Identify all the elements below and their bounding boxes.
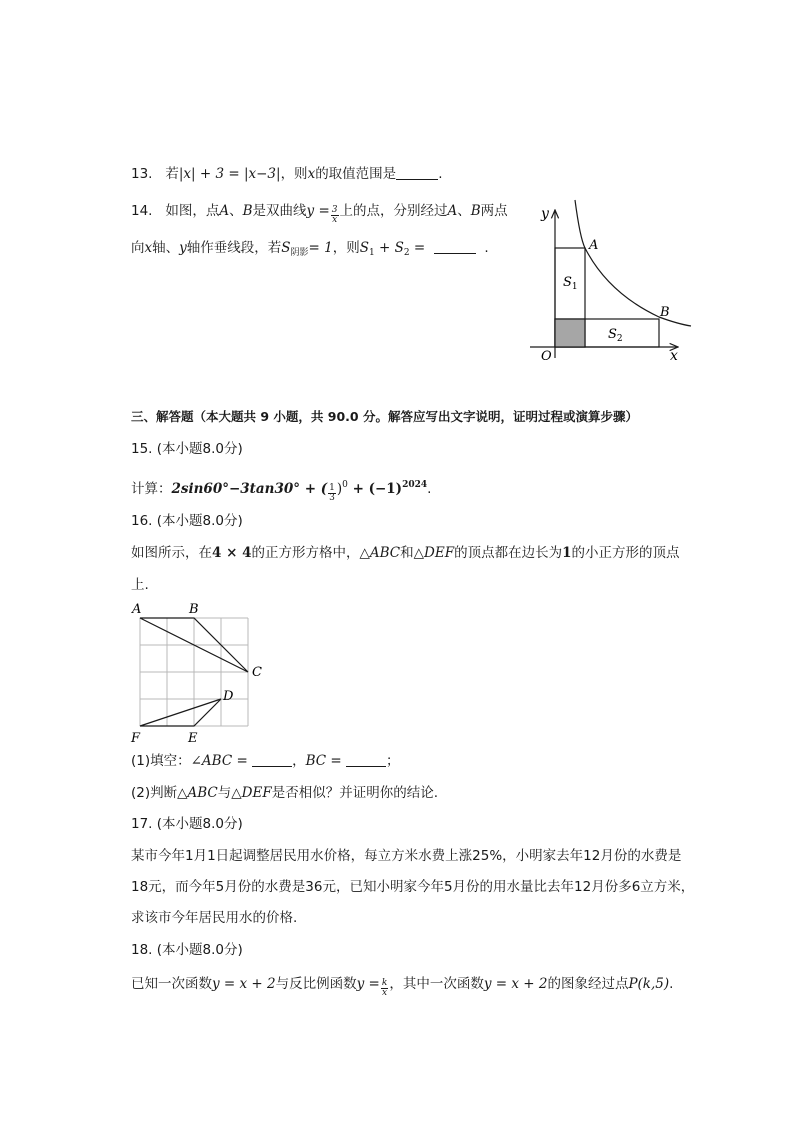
q14-plus: + [379,240,391,256]
q13-prefix: 若 [165,166,179,182]
q18-end: . [669,976,674,992]
q15-expr1: 2sin60°−3tan30° + ( [171,481,328,497]
q14-point-a: A [447,203,458,219]
fig-y-label: y [541,206,549,222]
q16-text: 是否相似？并证明你的结论. [271,785,438,801]
q18-linear-fn: y = x + 2 [212,976,276,992]
q13-middle: ，则 [280,166,308,182]
q16-text: 的顶点都在边长为 [454,545,563,561]
q16-text: (2)判断 [131,785,178,801]
q16-grid-size: 4 × 4 [212,545,252,561]
fig-o-label: O [541,349,552,364]
q14-answer-blank[interactable] [434,239,476,254]
q17-line1: 某市今年1月1日起调整居民用水价格，每立方米水费上涨25%，小明家去年12月份的水费是 [131,848,682,864]
q14-text: 轴作垂线段，若 [186,240,282,256]
q16-text: 的小正方形的顶点 [571,545,680,561]
q13-suffix: 的取值范围是 [315,166,397,182]
q14-s1-sub: 1 [368,248,375,258]
fig-a-label: A [589,238,599,253]
q16-angle-blank[interactable] [252,752,292,767]
q16-text: 与 [217,785,232,801]
q18-text: 的图象经过点 [547,976,629,992]
q16-text: 如图所示，在 [131,545,212,561]
fig-s1-sub: 1 [571,282,578,292]
hyperbola-curve [575,200,691,326]
frac-numerator: 3 [331,205,338,215]
q14-text: 上的点，分别经过 [339,203,448,219]
q16-line2: 上. [131,577,149,593]
q14-fraction [331,206,339,225]
q14-text: 、 [229,203,243,219]
q16-text: 的正方形方格中， [251,545,360,561]
q18-header: 18. (本小题8.0分) [131,942,243,958]
q18-text: 已知一次函数 [131,976,212,992]
q13-var: x [307,166,316,182]
grid-lines [140,618,248,726]
q14-s2: S [394,240,404,256]
q17-line3: 求该市今年居民用水的价格. [131,910,298,926]
q16-tri-abc: △ABC [359,545,401,561]
q15-header: 15. (本小题8.0分) [131,441,243,457]
q15-exp2024: 2024 [402,480,428,490]
q14-curve-lhs: y = [306,203,330,219]
frac-numerator: k [381,978,388,988]
q13-end: . [438,166,443,182]
q14-text: 两点 [480,203,508,219]
q16-header: 16. (本小题8.0分) [131,513,243,529]
q13-answer-blank[interactable] [396,165,438,180]
q14-text: 是双曲线 [252,203,307,219]
q16-bc-blank[interactable] [346,752,386,767]
q14-axis-y: y [179,240,187,256]
grid-label-e: E [188,731,198,746]
q16-one: 1 [562,545,572,561]
fig-b-label: B [660,305,670,320]
q16-part2 [131,783,438,803]
q16-text: 和 [400,545,414,561]
q14-s2-sub: 2 [403,248,410,258]
q15-expr2: ) [336,481,343,497]
frac-denominator: x [332,215,338,225]
q14-s-shade-eq: = 1 [308,240,333,256]
q15-label: 计算： [131,481,172,497]
fig-s1-label [563,275,578,292]
grid-label-f: F [131,731,141,746]
fig-s2-s: S [608,327,617,342]
grid-label-c: C [252,665,262,680]
q16-tri-abc: △ABC [177,785,218,801]
q14-text: 向 [131,240,145,256]
q16-line1 [131,543,679,563]
q14-text: ，则 [332,240,360,256]
q14-s-shade: S [281,240,291,256]
q14-s1: S [359,240,369,256]
q13-number: 13. [131,166,153,182]
q18-text: ，其中一次函数 [389,976,484,992]
q13-formula: |x| + 3 = |x−3| [178,166,281,182]
q16-grid-figure [128,598,268,746]
q14-s-shade-sub: 阴影 [290,248,309,258]
q16-text: ， [292,753,306,769]
grid-label-b: B [189,602,199,617]
grid-label-d: D [223,689,234,704]
q14-text: 、 [457,203,471,219]
q15-fraction [328,484,336,503]
section3-title: 三、解答题（本大题共 9 小题，共 90.0 分。解答应写出文字说明，证明过程或演算步骤） [131,409,638,424]
q18-body [131,974,673,998]
q13 [131,164,442,184]
q14-line1 [131,201,508,225]
q14-point-b: B [242,203,253,219]
q16-bc: BC = [305,753,342,769]
q14-eq: = [413,240,426,256]
q17-header: 17. (本小题8.0分) [131,816,243,832]
frac-numerator: 1 [329,483,335,493]
frac-denominator: 3 [329,493,335,503]
q14-line2 [131,238,489,263]
q16-tri-def: △DEF [231,785,272,801]
q14-end: . [484,240,489,256]
shaded-region [555,319,585,347]
q14-point-b: B [470,203,481,219]
q15-expr3: + (−1) [347,481,403,497]
frac-denominator: x [382,988,388,998]
fig-s1-s: S [563,275,572,290]
q14-text: 轴、 [152,240,180,256]
q18-text: 与反比例函数 [275,976,357,992]
fig-x-label: x [670,348,678,364]
q14-axis-x: x [144,240,153,256]
q16-tri-def: △DEF [413,545,455,561]
triangle-def [140,699,221,726]
fig-s2-sub: 2 [616,334,623,344]
q18-linear-fn: y = x + 2 [483,976,548,992]
q16-text: ； [386,753,400,769]
q15-body [131,475,431,503]
grid-label-a: A [132,602,142,617]
q14-number: 14. [131,203,153,219]
q18-point: P(k,5) [628,976,670,992]
q16-angle: ∠ABC = [190,753,248,769]
q14-hyperbola-figure [528,198,698,366]
q18-inverse-fn-lhs: y = [356,976,380,992]
q16-part1-label: (1)填空： [131,753,191,769]
q14-text: 如图，点 [165,203,220,219]
fig-s2-label [608,327,623,344]
q15-exp0: 0 [342,480,348,490]
q17-line2: 18元，而今年5月份的水费是36元，已知小明家今年5月份的用水量比去年12月份多6立方米， [131,879,695,895]
q16-part1 [131,751,400,771]
q14-point-a: A [219,203,230,219]
q15-end: . [427,481,432,497]
q18-fraction [381,979,388,998]
